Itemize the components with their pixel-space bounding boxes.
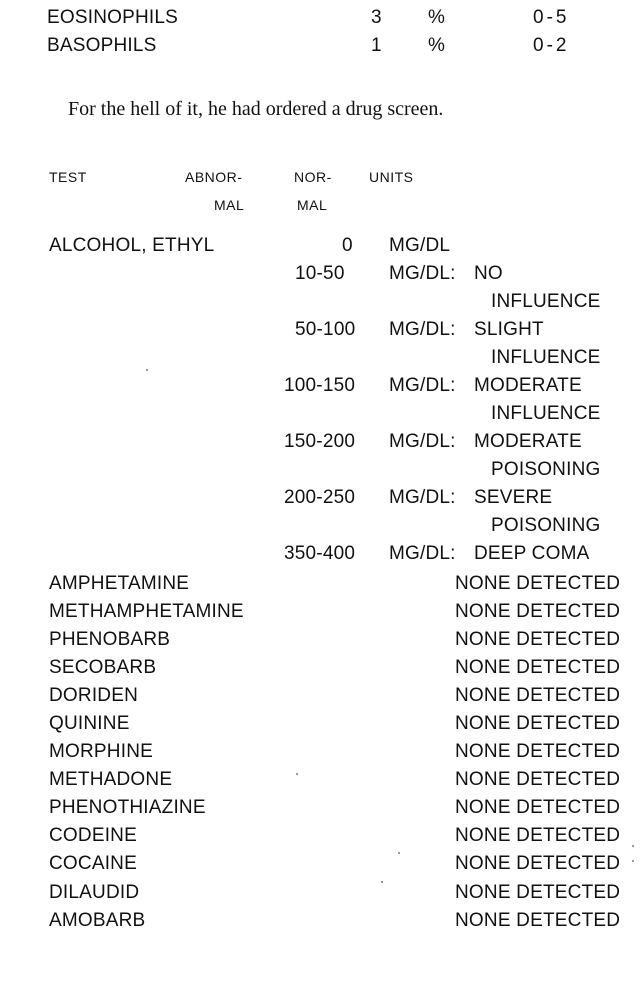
drug-name: PHENOBARB: [49, 629, 171, 650]
header-abnormal-line1: ABNOR-: [185, 169, 243, 185]
alcohol-level-range: 100-150: [284, 375, 356, 396]
alcohol-level-effect: MODERATE: [474, 375, 582, 396]
alcohol-level-range: 10-50: [295, 263, 345, 284]
alcohol-level-units: MG/DL:: [389, 375, 456, 396]
drug-name: METHAMPHETAMINE: [49, 601, 244, 622]
cbc-unit: %: [428, 35, 446, 56]
drug-name: QUININE: [49, 713, 130, 734]
alcohol-level-range: 200-250: [284, 487, 356, 508]
alcohol-level-effect-cont: INFLUENCE: [491, 403, 601, 424]
drug-result: NONE DETECTED: [455, 853, 621, 874]
cbc-value: 1: [371, 35, 382, 56]
alcohol-level-range: 150-200: [284, 431, 356, 452]
alcohol-normal: 0: [342, 235, 353, 256]
drug-result: NONE DETECTED: [455, 825, 621, 846]
drug-result: NONE DETECTED: [455, 685, 621, 706]
alcohol-test-name: ALCOHOL, ETHYL: [49, 235, 215, 256]
drug-name: METHADONE: [49, 769, 173, 790]
cbc-range: 0-5: [533, 7, 570, 28]
alcohol-level-range: 50-100: [295, 319, 356, 340]
header-normal-line1: NOR-: [294, 169, 332, 185]
scan-speck: [632, 860, 634, 862]
alcohol-level-effect: MODERATE: [474, 431, 582, 452]
alcohol-level-effect-cont: POISONING: [491, 515, 601, 536]
drug-name: COCAINE: [49, 853, 137, 874]
drug-name: AMOBARB: [49, 910, 146, 931]
cbc-value: 3: [371, 7, 382, 28]
scan-speck: [381, 881, 383, 883]
alcohol-level-effect-cont: INFLUENCE: [491, 347, 601, 368]
drug-result: NONE DETECTED: [455, 601, 621, 622]
drug-result: NONE DETECTED: [455, 741, 621, 762]
scan-speck: [632, 845, 634, 847]
header-abnormal-line2: MAL: [214, 197, 245, 213]
drug-result: NONE DETECTED: [455, 797, 621, 818]
drug-name: DILAUDID: [49, 882, 140, 903]
header-normal-line2: MAL: [297, 197, 328, 213]
alcohol-level-effect: DEEP COMA: [474, 543, 590, 564]
drug-name: AMPHETAMINE: [49, 573, 190, 594]
narrative-text: For the hell of it, he had ordered a drug screen.: [68, 98, 444, 120]
scan-speck: [146, 369, 148, 371]
scan-speck: [296, 773, 298, 775]
drug-name: MORPHINE: [49, 741, 153, 762]
cbc-test-name: EOSINOPHILS: [47, 7, 179, 28]
drug-name: CODEINE: [49, 825, 137, 846]
drug-name: DORIDEN: [49, 685, 139, 706]
drug-result: NONE DETECTED: [455, 657, 621, 678]
alcohol-level-units: MG/DL:: [389, 431, 456, 452]
header-test: TEST: [49, 169, 87, 185]
alcohol-units: MG/DL: [389, 235, 451, 256]
alcohol-level-effect: NO: [474, 263, 503, 284]
alcohol-level-effect: SLIGHT: [474, 319, 544, 340]
alcohol-level-units: MG/DL:: [389, 487, 456, 508]
drug-result: NONE DETECTED: [455, 769, 621, 790]
scan-speck: [398, 852, 400, 854]
alcohol-level-units: MG/DL:: [389, 263, 456, 284]
alcohol-level-effect-cont: POISONING: [491, 459, 601, 480]
drug-result: NONE DETECTED: [455, 910, 621, 931]
alcohol-level-units: MG/DL:: [389, 319, 456, 340]
drug-result: NONE DETECTED: [455, 629, 621, 650]
alcohol-level-range: 350-400: [284, 543, 356, 564]
header-units: UNITS: [369, 169, 414, 185]
drug-name: PHENOTHIAZINE: [49, 797, 206, 818]
drug-result: NONE DETECTED: [455, 713, 621, 734]
drug-result: NONE DETECTED: [455, 573, 621, 594]
cbc-range: 0-2: [533, 35, 570, 56]
alcohol-level-units: MG/DL:: [389, 543, 456, 564]
drug-result: NONE DETECTED: [455, 882, 621, 903]
drug-name: SECOBARB: [49, 657, 157, 678]
alcohol-level-effect-cont: INFLUENCE: [491, 291, 601, 312]
alcohol-level-effect: SEVERE: [474, 487, 553, 508]
cbc-test-name: BASOPHILS: [47, 35, 157, 56]
cbc-unit: %: [428, 7, 446, 28]
